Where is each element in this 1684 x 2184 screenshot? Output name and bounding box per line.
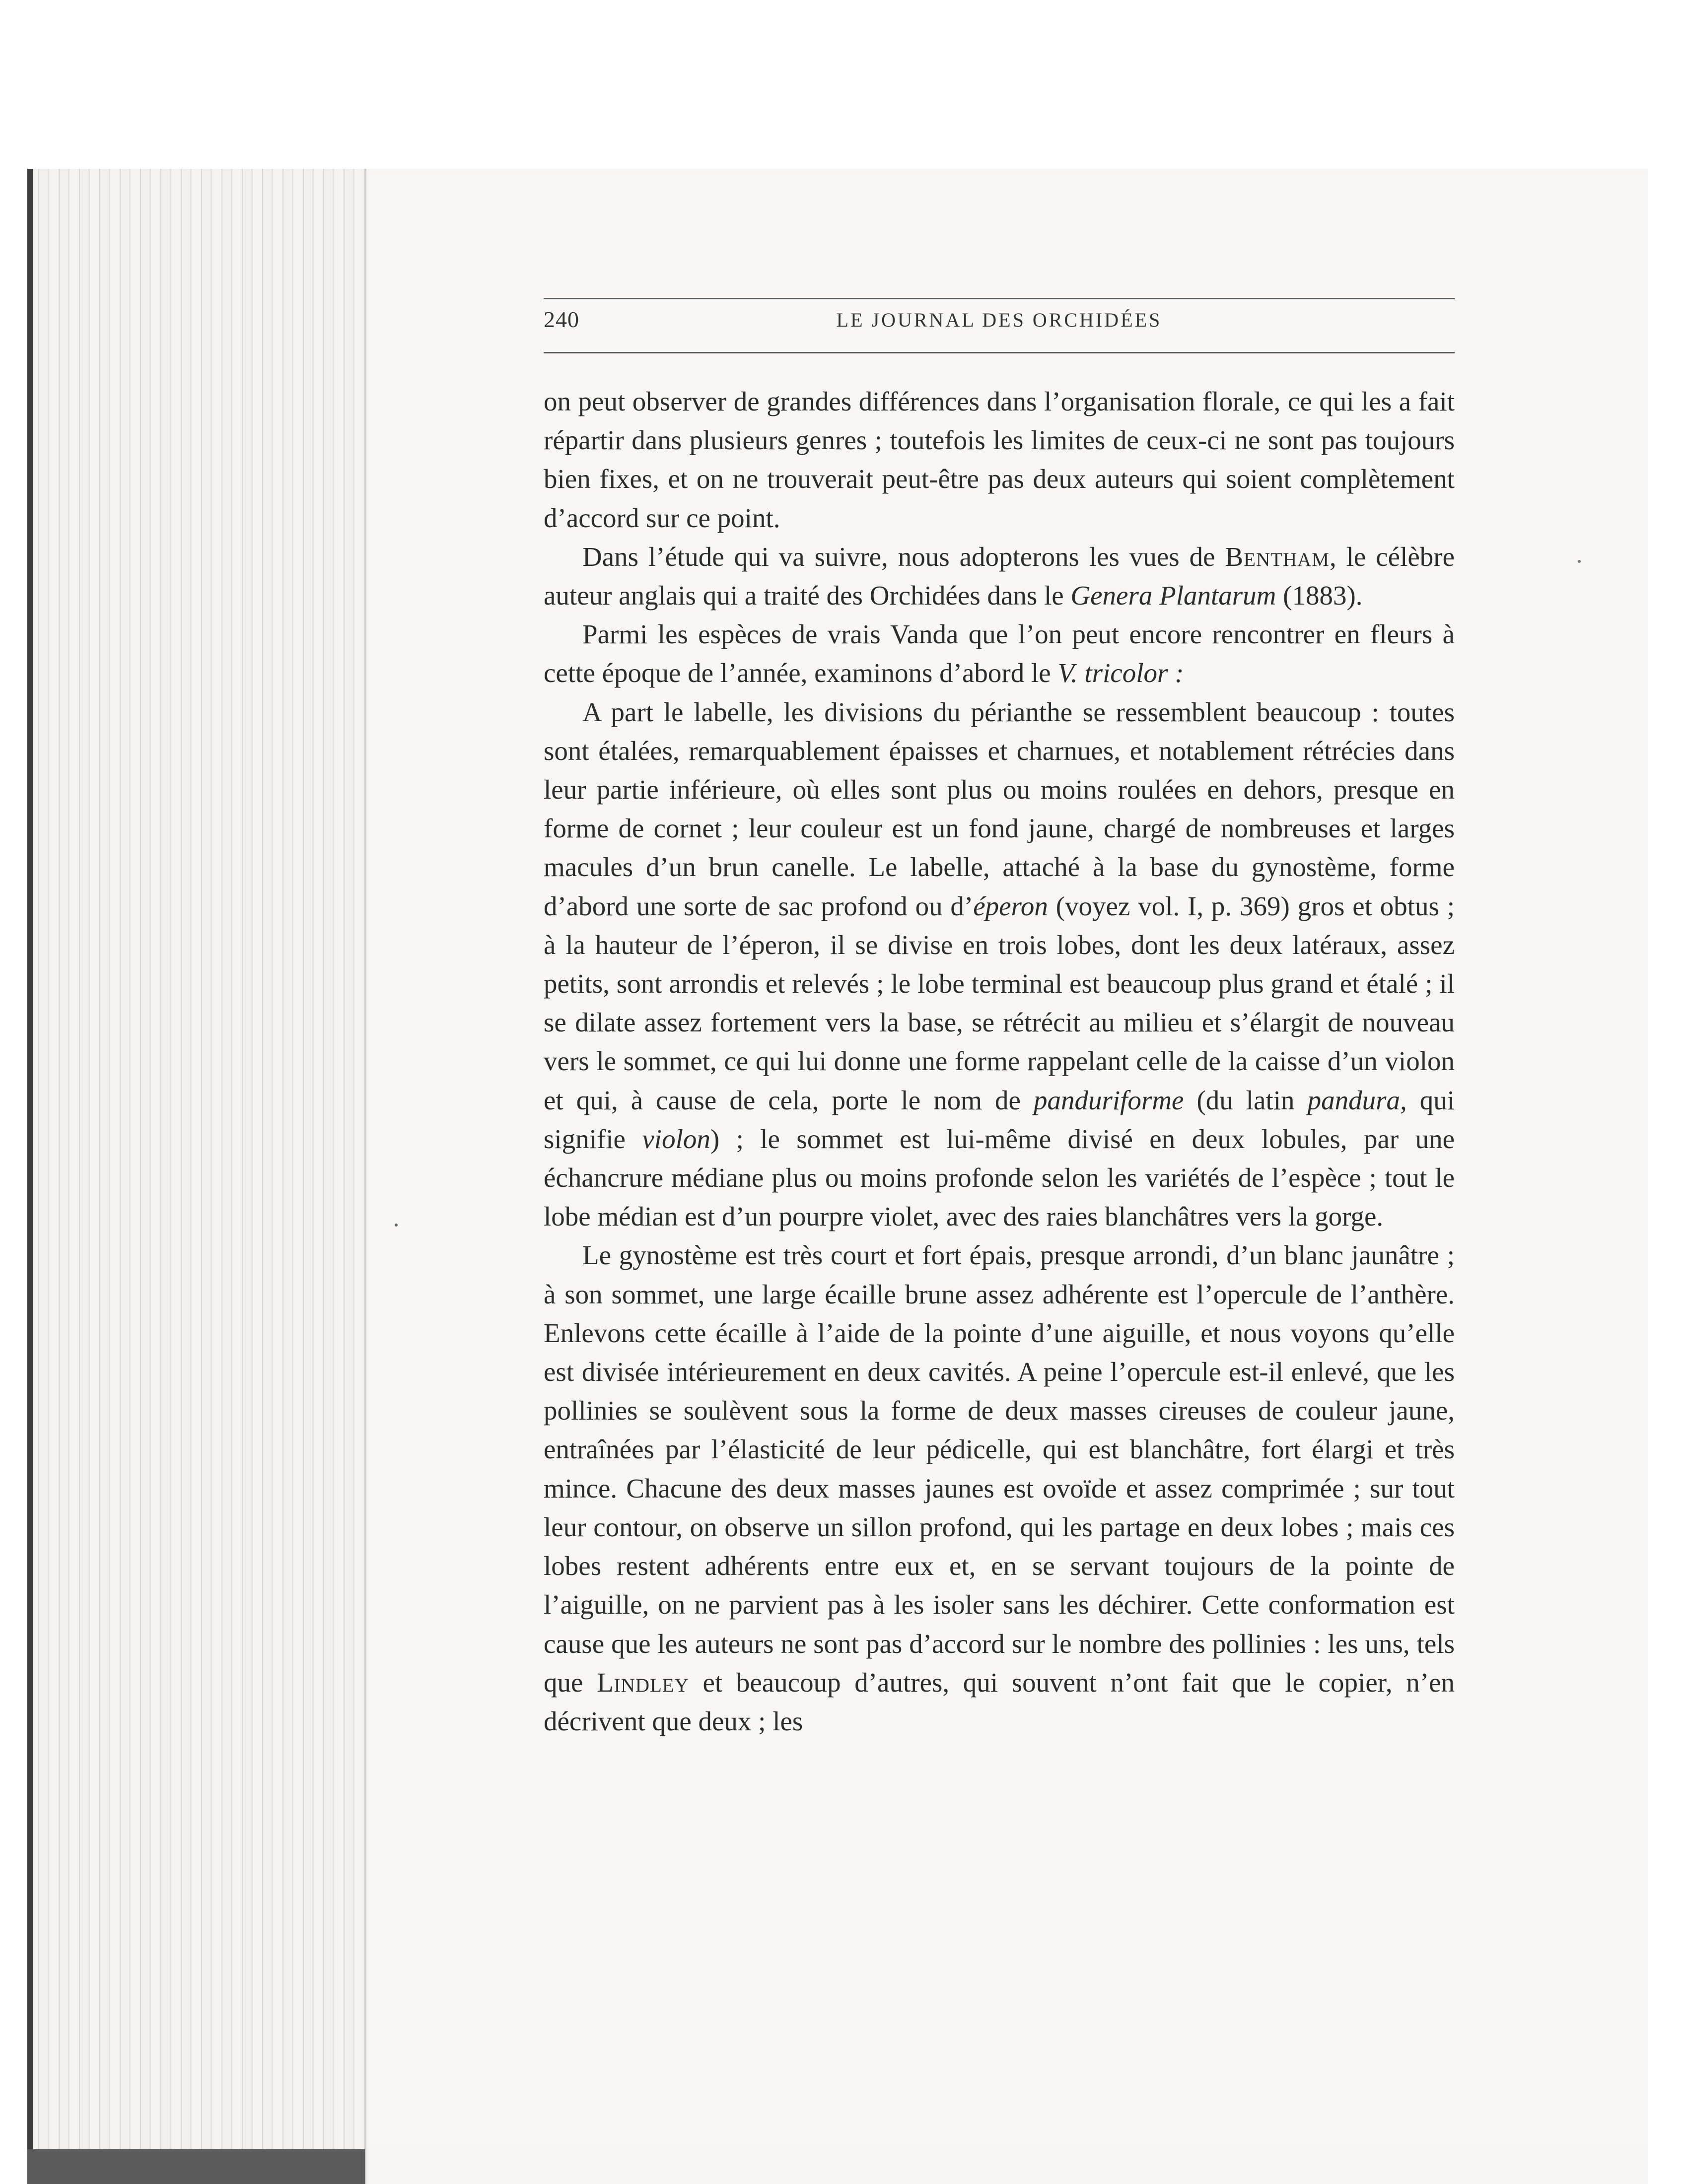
- author-bentham: Bentham: [1225, 541, 1330, 572]
- paragraph-4-text-b: (voyez vol. I, p. 369) gros et obtus ; à la hauteur de l’éperon, il se divise en trois lobes, dont les deux latéraux, assez petits, sont arrondis et relevés ; le lobe terminal est beaucoup plus grand et étalé ; il se dilate assez fortement vers la base, se rétrécit au milieu et s’élargit de nouveau vers le sommet, ce qui lui donne une forme rappelant celle de la caisse d’un violon et qui, à cause de cela, porte le nom de: [544, 890, 1455, 1115]
- running-title: LE JOURNAL DES ORCHIDÉES: [836, 309, 1162, 331]
- paragraph-2-text-a: Dans l’étude qui va suivre, nous adopterons les vues de: [582, 541, 1225, 572]
- page-number: 240: [544, 307, 579, 332]
- paragraph-2-text-b: , le célèbre auteur anglais qui a traité des Orchidées dans le: [544, 541, 1455, 611]
- paragraph-1-text: on peut observer de grandes différences dans l’organisation florale, ce qui les a fait répartir dans plusieurs genres ; toutefois les limites de ceux-ci ne sont pas toujours bien fixes, et on ne trouverait peut-être pas deux auteurs qui soient complètement d’accord sur ce point.: [544, 386, 1455, 533]
- body-text: [544, 382, 1455, 1741]
- book-spine-shadow: [27, 169, 33, 2184]
- page-header: [544, 298, 1455, 353]
- species-name: V. tricolor :: [1057, 658, 1184, 688]
- paragraph-3-text-a: Parmi les espèces de vrais Vanda que l’on peut encore rencontrer en fleurs à cette époque de l’année, examinons d’abord le: [544, 619, 1455, 688]
- book-edge-bottom-shadow: [27, 2149, 365, 2184]
- paragraph-4: [544, 693, 1455, 1236]
- scan-speck: [395, 1224, 398, 1227]
- paragraph-3: [544, 615, 1455, 692]
- scan-speck-right: [1578, 560, 1581, 563]
- paragraph-2: [544, 538, 1455, 615]
- paragraph-4-text-a: A part le labelle, les divisions du périanthe se ressemblent beaucoup : toutes sont étalées, remarquablement épaisses et charnues, et notablement rétrécies dans leur partie inférieure, où elles sont plus ou moins roulées en dehors, presque en forme de cornet ; leur couleur est un fond jaune, chargé de nombreuses et larges macules d’un brun canelle. Le labelle, attaché à la base du gynostème, forme d’abord une sorte de sac profond ou d’: [544, 696, 1455, 921]
- term-eperon: éperon: [973, 890, 1048, 921]
- paragraph-2-text-c: (1883).: [1276, 580, 1363, 611]
- book-page-edges: [27, 169, 366, 2184]
- paragraph-5-text-a: Le gynostème est très court et fort épais, presque arrondi, d’un blanc jaunâtre ; à son sommet, une large écaille brune assez adhérente est l’opercule de l’anthère. Enlevons cette écaille à l’aide de la pointe d’une aiguille, et nous voyons qu’elle est divisée intérieurement en deux cavités. A peine l’opercule est-il enlevé, que les pollinies se soulèvent sous la forme de deux masses cireuses de couleur jaune, entraînées par l’élasticité de leur pédicelle, qui est blanchâtre, fort élargi et très mince. Chacune des deux masses jaunes est ovoïde et assez comprimée ; sur tout leur contour, on observe un sillon profond, qui les partage en deux lobes ; mais ces lobes restent adhérents entre eux et, en se servant toujours de la pointe de l’aiguille, on ne parvient pas à les isoler sans les déchirer. Cette conformation est cause que les auteurs ne sont pas d’accord sur le nombre des pollinies : les uns, tels que: [544, 1240, 1455, 1698]
- paragraph-5: [544, 1236, 1455, 1741]
- author-lindley: Lindley: [597, 1667, 689, 1698]
- work-title-genera-plantarum: Genera Plantarum: [1070, 580, 1276, 611]
- term-panduriforme: panduriforme: [1033, 1085, 1184, 1115]
- paragraph-4-text-d: qui signifie: [544, 1085, 1455, 1154]
- paragraph-5-text-b: et beaucoup d’autres, qui souvent n’ont fait que le copier, n’en décrivent que deux ; les: [544, 1667, 1455, 1736]
- term-violon: violon: [642, 1123, 710, 1154]
- term-pandura: pandura,: [1307, 1085, 1407, 1115]
- paragraph-4-text-c: (du latin: [1184, 1085, 1308, 1115]
- paragraph-1: [544, 382, 1455, 538]
- paragraph-4-text-e: ) ; le sommet est lui-même divisé en deux lobules, par une échancrure médiane plus ou moins profonde selon les variétés de l’espèce ; tout le lobe médian est d’un pourpre violet, avec des raies blanchâtres vers la gorge.: [544, 1123, 1455, 1232]
